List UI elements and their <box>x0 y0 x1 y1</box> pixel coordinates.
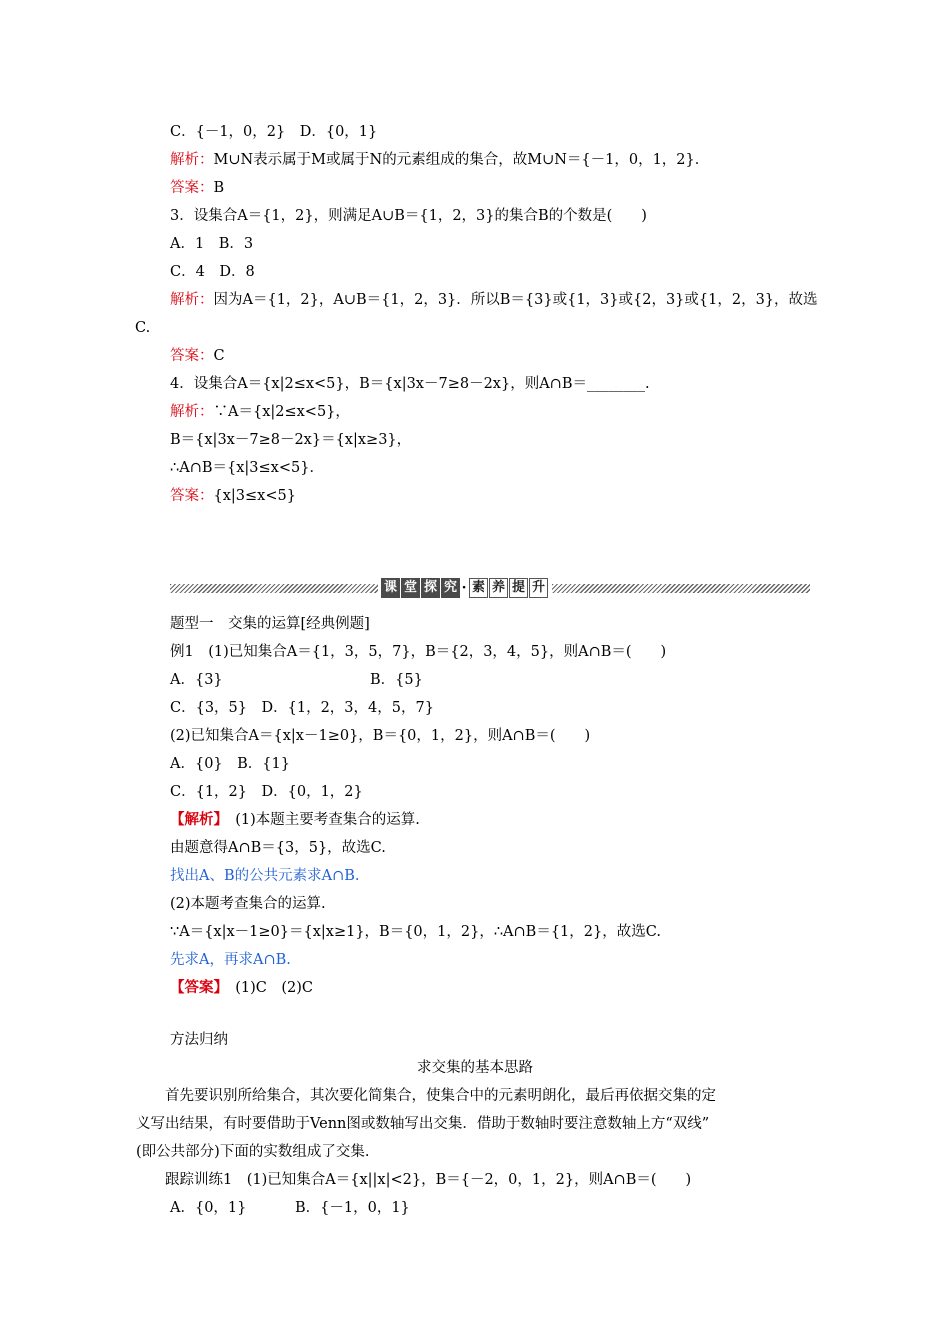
answer-line <box>170 346 225 366</box>
solution-step: 由题意得A∩B＝{3，5}，故选C. <box>170 840 386 856</box>
analysis-label: 解析： <box>170 404 214 420</box>
option-line-cd: C．4 D．8 <box>170 264 255 280</box>
answer-label: 答案： <box>170 488 214 504</box>
answer-text: (1)C (2)C <box>220 980 314 996</box>
section-heading: 题型一 交集的运算[经典例题] <box>170 616 370 632</box>
method-paragraph-line: (即公共部分)下面的实数组成了交集. <box>136 1144 370 1160</box>
method-paragraph-line: 首先要识别所给集合，其次要化简集合，使集合中的元素明朗化，最后再依据交集的定 <box>136 1088 716 1104</box>
option-b: B．{－1，0，1} <box>295 1200 410 1216</box>
solution-text: (1)本题主要考查集合的运算. <box>220 812 420 828</box>
analysis-line <box>170 290 818 310</box>
method-heading: 方法归纳 <box>170 1032 228 1048</box>
follow-up-training-question: 跟踪训练1 (1)已知集合A＝{x||x|<2}，B＝{－2，0，1，2}，则A∩B＝( ) <box>136 1172 692 1188</box>
analysis-step: B＝{x|3x－7≥8－2x}＝{x|x≥3}， <box>170 432 412 448</box>
solution-hint: 先求A，再求A∩B. <box>170 952 291 968</box>
solution-hint: 找出A、B的公共元素求A∩B. <box>170 868 360 884</box>
option-a: A．{0，1} <box>170 1200 247 1216</box>
banner-char: 探 <box>421 578 440 598</box>
banner-char: 升 <box>529 578 548 598</box>
answer-line <box>170 978 313 998</box>
answer-text: {x|3≤x<5} <box>213 488 296 504</box>
analysis-text: M∪N表示属于M或属于N的元素组成的集合，故M∪N＝{－1，0，1，2}． <box>213 152 710 168</box>
answer-text: C <box>213 348 225 364</box>
example-1-question-2: (2)已知集合A＝{x|x－1≥0}，B＝{0，1，2}，则A∩B＝( ) <box>170 728 591 744</box>
solution-step: (2)本题考查集合的运算. <box>170 896 326 912</box>
analysis-label: 解析： <box>170 152 214 168</box>
banner-char: 提 <box>509 578 528 598</box>
option-line-cd: C．{1，2} D．{0，1，2} <box>170 784 363 800</box>
method-title: 求交集的基本思路 <box>417 1060 533 1076</box>
analysis-text: 因为A＝{1，2}，A∪B＝{1，2，3}．所以B＝{3}或{1，3}或{2，3}或{1，2，3}，故选 <box>213 292 818 308</box>
answer-line <box>170 486 296 506</box>
option-line-cd: C．{－1，0，2} D．{0，1} <box>170 124 378 140</box>
section-banner <box>170 578 810 600</box>
analysis-label: 解析： <box>170 292 214 308</box>
question-4: 4．设集合A＝{x|2≤x<5}，B＝{x|3x－7≥8－2x}，则A∩B＝________. <box>170 376 650 392</box>
answer-label: 【答案】 <box>170 979 221 996</box>
analysis-line <box>170 402 350 422</box>
question-3: 3．设集合A＝{1，2}，则满足A∪B＝{1，2，3}的集合B的个数是( ) <box>170 208 647 224</box>
banner-char: 素 <box>469 578 488 598</box>
banner-hatch-right <box>552 584 810 593</box>
banner-char: 堂 <box>401 578 420 598</box>
option-line-cd: C．{3，5} D．{1，2，3，4，5，7} <box>170 700 434 716</box>
solution-line <box>170 810 420 830</box>
analysis-step: ∴A∩B＝{x|3≤x<5}． <box>170 460 324 476</box>
analysis-continuation: C. <box>135 320 151 336</box>
banner-hatch-left <box>170 584 378 593</box>
option-line-ab: A．1 B．3 <box>170 236 254 252</box>
analysis-line <box>170 150 709 170</box>
banner-char: 养 <box>489 578 508 598</box>
analysis-text: ∵A＝{x|2≤x<5}， <box>213 404 350 420</box>
option-b: B．{5} <box>370 672 423 688</box>
option-a: A．{3} <box>170 672 223 688</box>
banner-dot: · <box>461 580 467 596</box>
answer-text: B <box>213 180 225 196</box>
option-line-ab: A．{0} B．{1} <box>170 756 290 772</box>
answer-line <box>170 178 224 198</box>
solution-step: ∵A＝{x|x－1≥0}＝{x|x≥1}，B＝{0，1，2}，∴A∩B＝{1，2}，故选C. <box>170 924 661 940</box>
example-1-question-1: 例1 (1)已知集合A＝{1，3，5，7}，B＝{2，3，4，5}，则A∩B＝( ) <box>170 644 667 660</box>
banner-char: 课 <box>381 578 400 598</box>
answer-label: 答案： <box>170 348 214 364</box>
solution-label: 【解析】 <box>170 811 221 828</box>
banner-char: 究 <box>441 578 460 598</box>
answer-label: 答案： <box>170 180 214 196</box>
method-paragraph-line: 义写出结果，有时要借助于Venn图或数轴写出交集．借助于数轴时要注意数轴上方“双线” <box>136 1116 710 1132</box>
